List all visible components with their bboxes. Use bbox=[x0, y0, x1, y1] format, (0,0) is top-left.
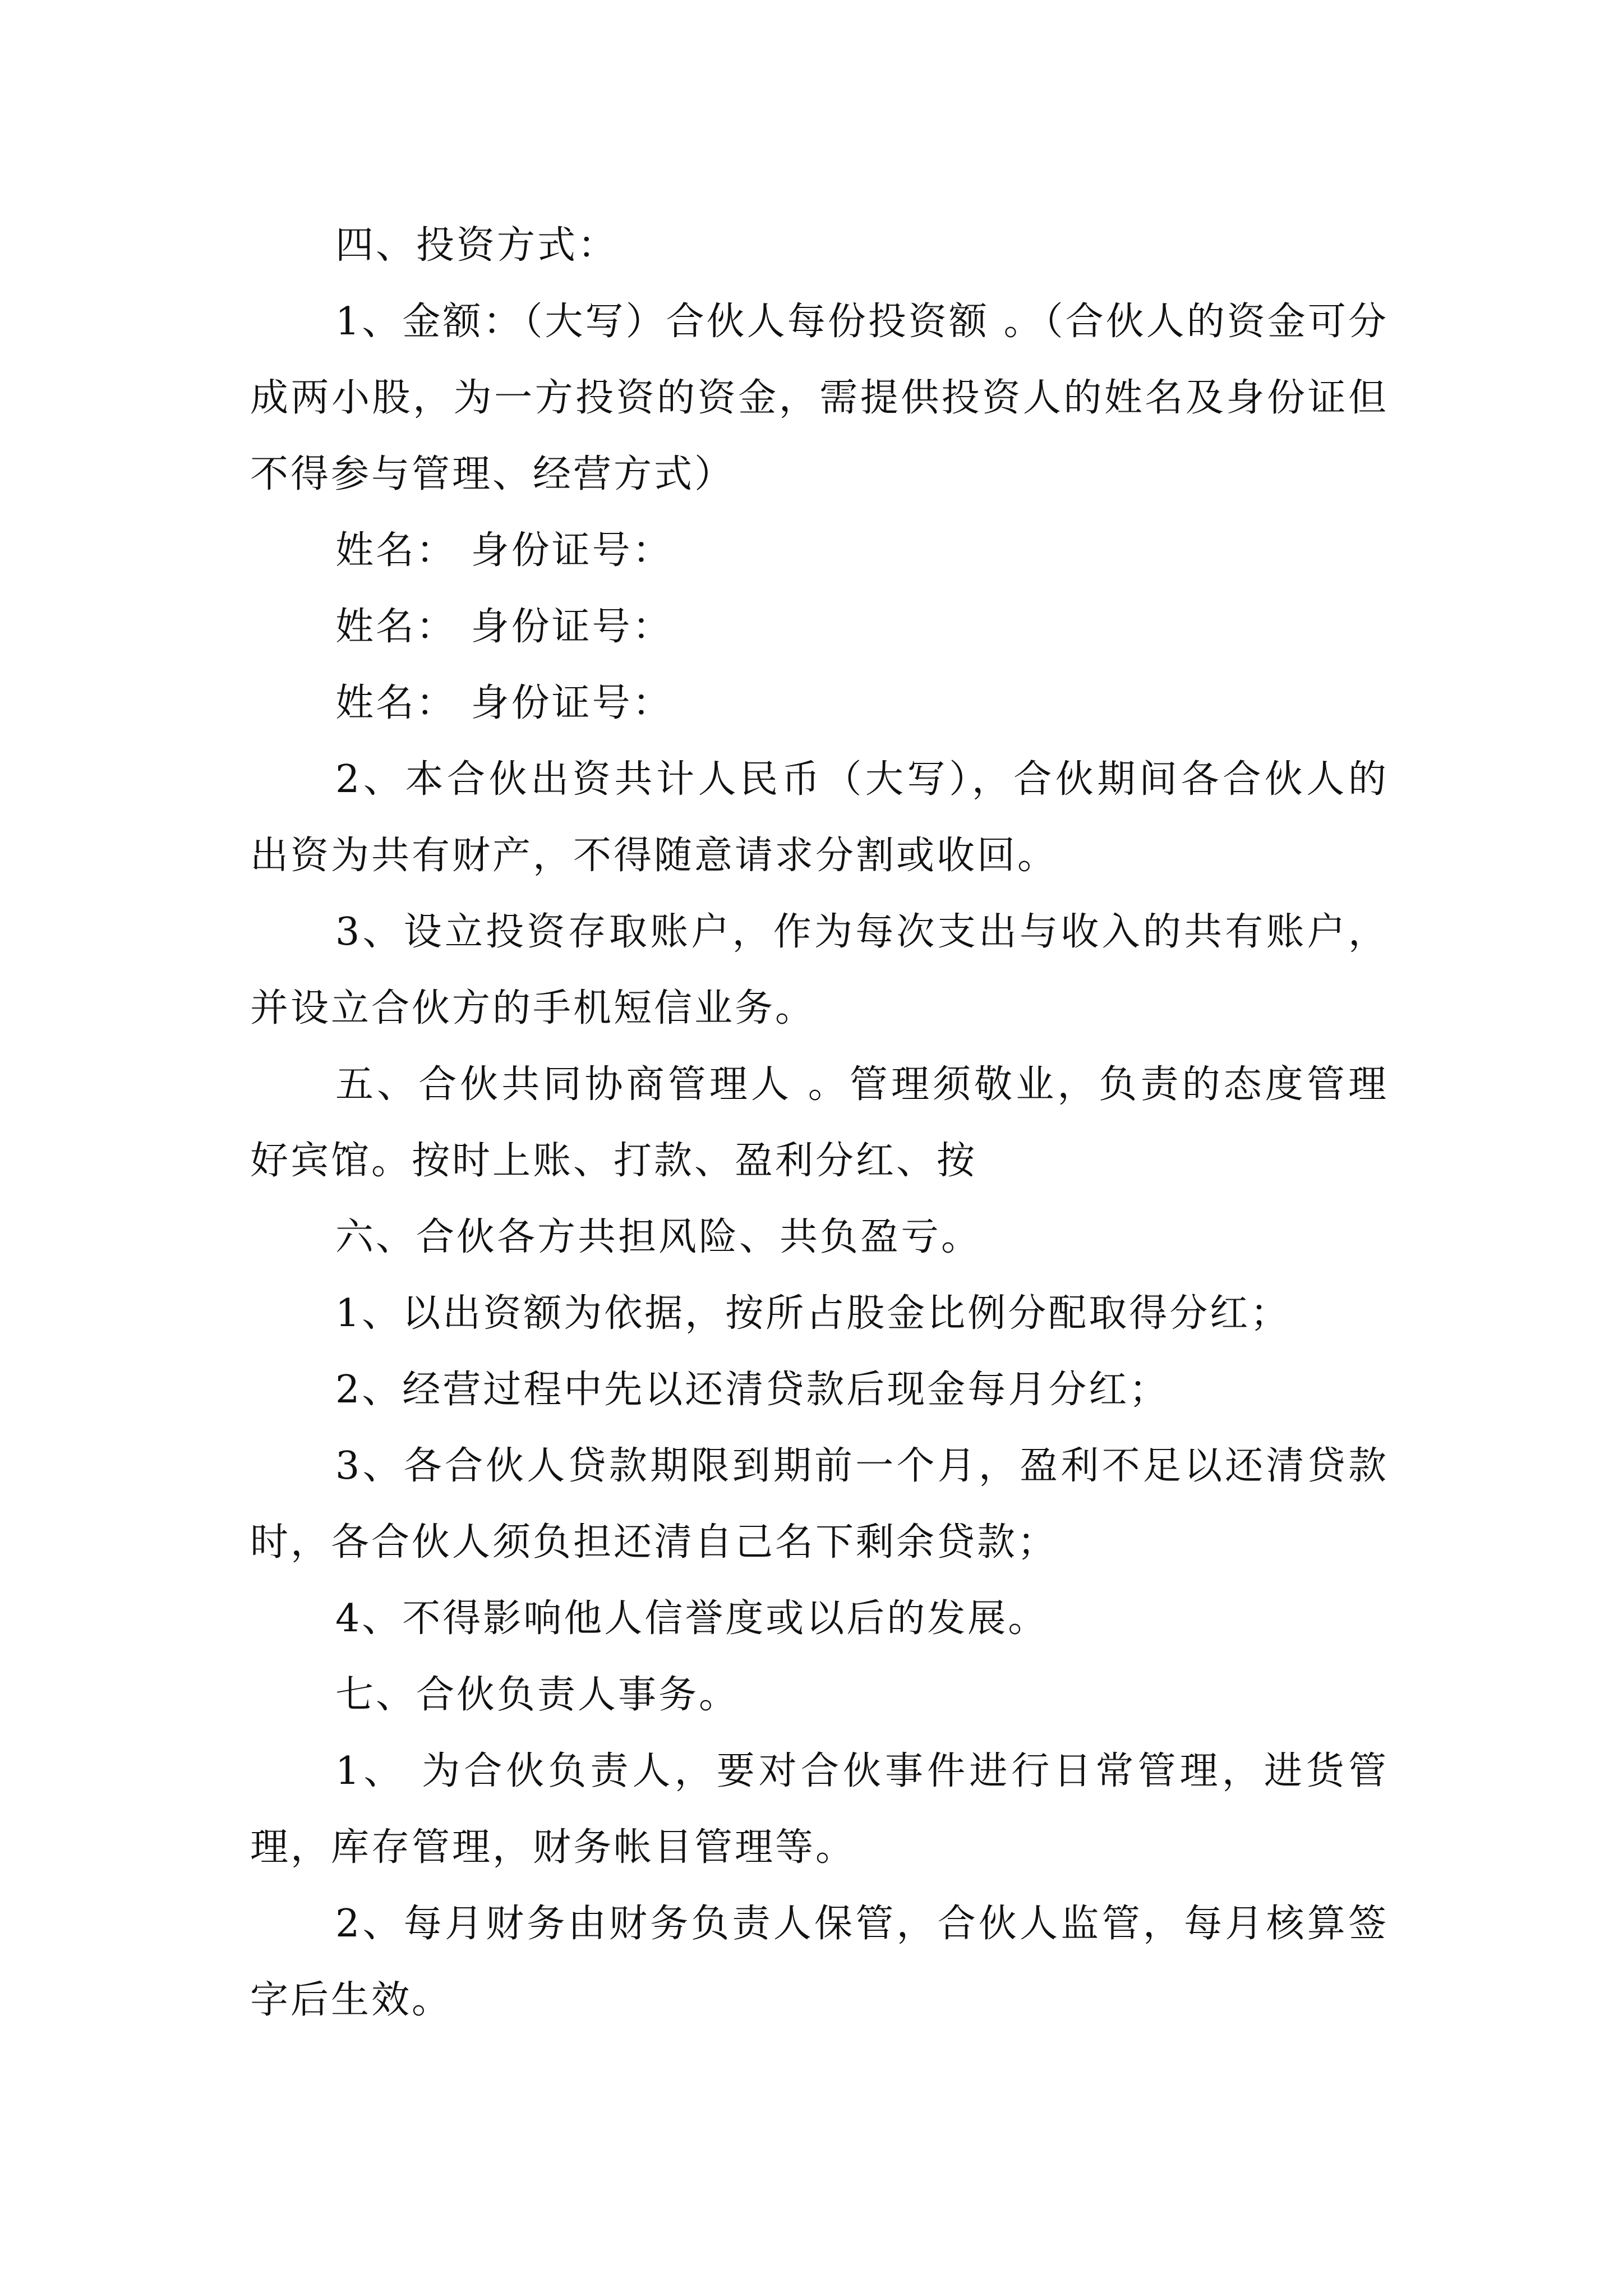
paragraph-account-setup: 3、设立投资存取账户，作为每次支出与收入的共有账户，并设立合伙方的手机短信业务。 bbox=[250, 910, 1389, 1030]
paragraph-name-id-2: 姓名： 身份证号： bbox=[335, 605, 673, 649]
paragraph-amount: 1、金额：（大写）合伙人每份投资额 。（合伙人的资金可分成两小股，为一方投资的资金，需提供投资人的姓名及身份证但不得参与管理、经营方式） bbox=[250, 300, 1389, 496]
section-heading-responsible-person: 七、合伙负责人事务。 bbox=[335, 1673, 740, 1717]
paragraph-reputation: 4、不得影响他人信誉度或以后的发展。 bbox=[335, 1596, 1049, 1641]
paragraph-loan-repayment: 2、经营过程中先以还清贷款后现金每月分红； bbox=[335, 1368, 1170, 1412]
paragraph-loan-deadline: 3、各合伙人贷款期限到期前一个月，盈利不足以还清贷款时，各合伙人须负担还清自己名下剩余贷款； bbox=[250, 1444, 1389, 1565]
paragraph-total-capital: 2、本合伙出资共计人民币（大写），合伙期间各合伙人的出资为共有财产，不得随意请求分割或收回。 bbox=[250, 757, 1389, 878]
section-heading-risk-sharing: 六、合伙各方共担风险、共负盈亏。 bbox=[335, 1215, 982, 1259]
section-heading-investment-method: 四、投资方式： bbox=[335, 223, 619, 268]
section-heading-manager: 五、合伙共同协商管理人 。管理须敬业，负责的态度管理好宾馆。按时上账、打款、盈利分红、按 bbox=[250, 1062, 1389, 1183]
paragraph-dividend-ratio: 1、以出资额为依据，按所占股金比例分配取得分红； bbox=[335, 1291, 1291, 1336]
paragraph-daily-management: 1、 为合伙负责人，要对合伙事件进行日常管理，进货管理，库存管理，财务帐目管理等。 bbox=[250, 1749, 1389, 1870]
paragraph-name-id-3: 姓名： 身份证号： bbox=[335, 681, 673, 725]
document-body bbox=[250, 208, 1389, 2039]
paragraph-name-id-1: 姓名： 身份证号： bbox=[335, 528, 673, 573]
paragraph-monthly-finance: 2、每月财务由财务负责人保管，合伙人监管，每月核算签字后生效。 bbox=[250, 1902, 1389, 2022]
